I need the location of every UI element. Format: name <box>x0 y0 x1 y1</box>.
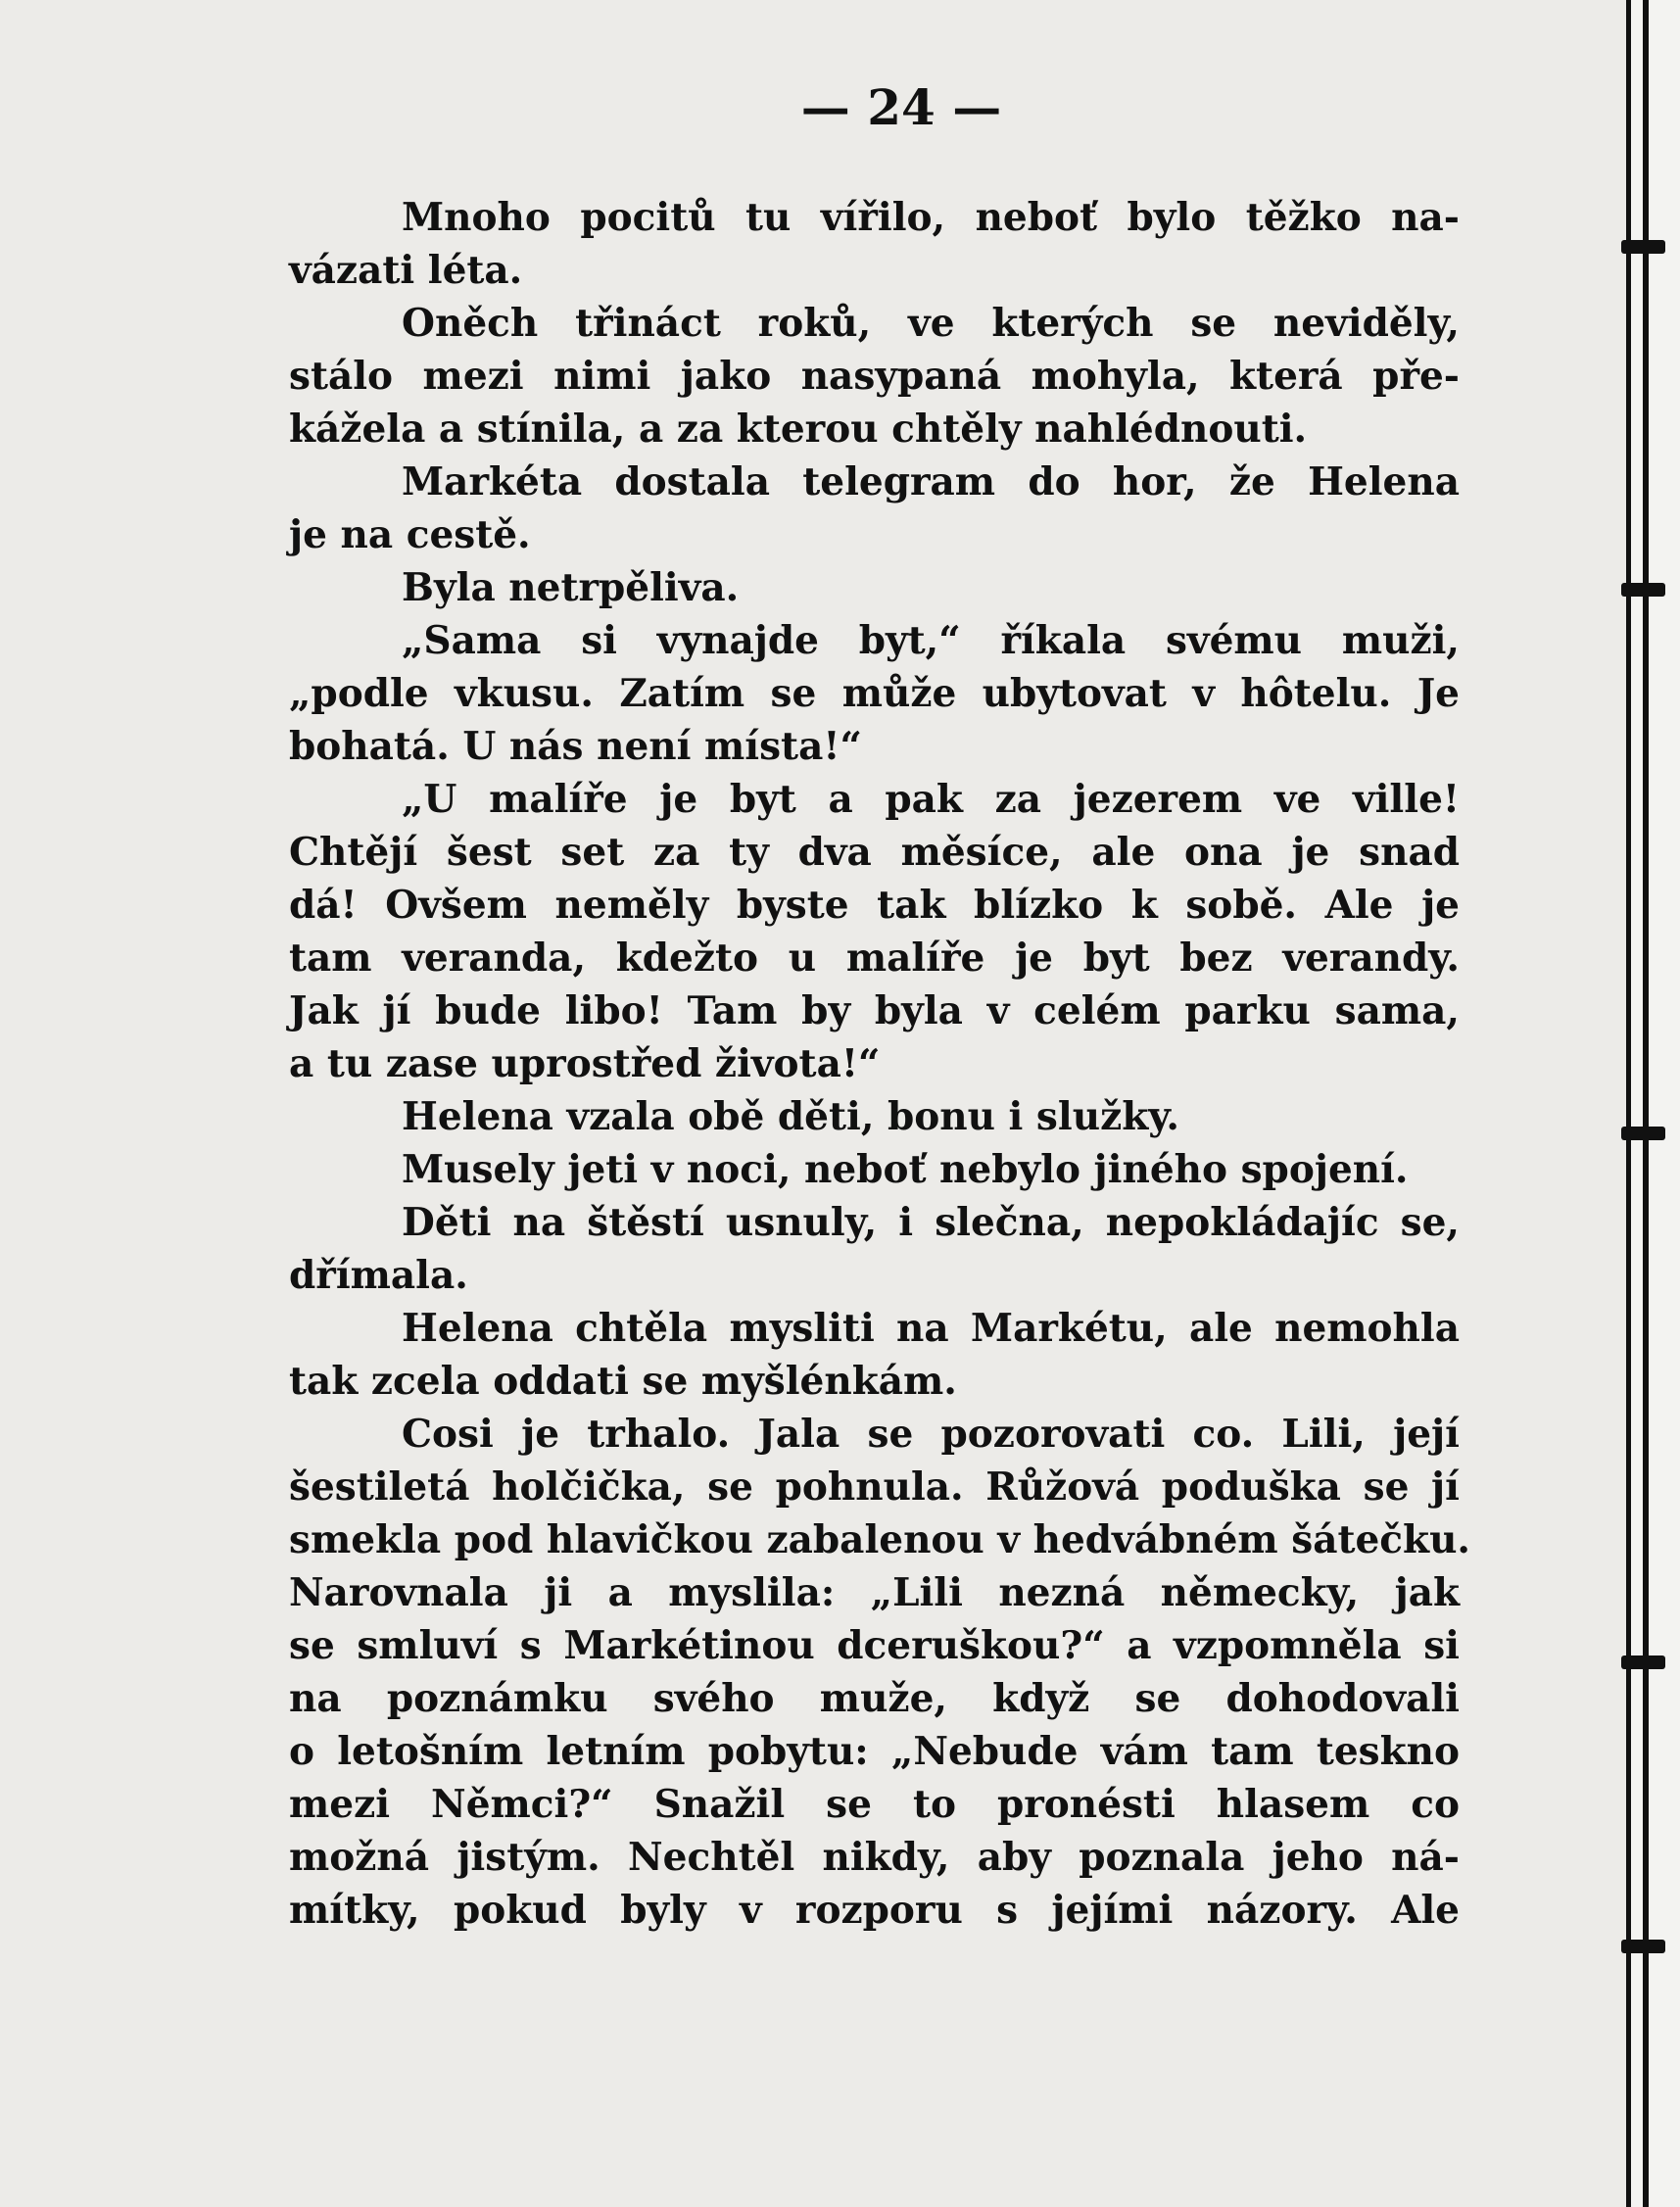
page-number: — 24 — <box>800 78 1002 136</box>
text-line: o letošním letním pobytu: „Nebude vám tam teskno <box>289 1729 1460 1774</box>
text-line: a tu zase uprostřed života!“ <box>289 1041 881 1086</box>
text-line: vázati léta. <box>289 248 523 293</box>
book-spine <box>1626 0 1680 2207</box>
text-line: Mnoho pocitů tu vířilo, neboť bylo těžko na- <box>402 195 1460 240</box>
binding-stitch <box>1621 1940 1665 1953</box>
text-line: mítky, pokud byly v rozporu s jejími názory. Ale <box>289 1888 1460 1933</box>
text-line: na poznámku svého muže, když se dohodovali <box>289 1676 1460 1721</box>
text-line: šestiletá holčička, se pohnula. Růžová poduška se jí <box>289 1464 1460 1510</box>
spine-binding-line <box>1643 0 1649 2207</box>
text-line: Byla netrpěliva. <box>402 565 740 610</box>
text-line: tak zcela oddati se myšlénkám. <box>289 1359 957 1404</box>
text-line: „Sama si vynajde byt,“ říkala svému muži, <box>402 618 1460 663</box>
text-line: Jak jí bude libo! Tam by byla v celém parku sama, <box>289 988 1460 1033</box>
text-line: stálo mezi nimi jako nasypaná mohyla, která pře- <box>289 354 1460 399</box>
text-line: Chtějí šest set za ty dva měsíce, ale ona je snad <box>289 830 1460 875</box>
text-line: Helena chtěla mysliti na Markétu, ale nemohla <box>402 1306 1460 1351</box>
text-line: bohatá. U nás není místa!“ <box>289 724 862 769</box>
text-line: kážela a stínila, a za kterou chtěly nahlédnouti. <box>289 407 1308 452</box>
text-line: se smluví s Markétinou dceruškou?“ a vzpomněla si <box>289 1623 1460 1668</box>
text-line: smekla pod hlavičkou zabalenou v hedvábném šátečku. <box>289 1517 1471 1562</box>
binding-stitch <box>1621 583 1665 597</box>
text-line: Oněch třináct roků, ve kterých se neviděly, <box>402 301 1460 346</box>
text-line: Cosi je trhalo. Jala se pozorovati co. Lili, její <box>402 1412 1460 1457</box>
text-line: Narovnala ji a myslila: „Lili nezná německy, jak <box>289 1570 1460 1615</box>
text-line: „podle vkusu. Zatím se může ubytovat v hôtelu. Je <box>289 671 1460 716</box>
text-line: „U malíře je byt a pak za jezerem ve ville! <box>402 777 1460 822</box>
binding-stitch <box>1621 240 1665 254</box>
binding-stitch <box>1621 1655 1665 1669</box>
binding-stitch <box>1621 1127 1665 1140</box>
text-line: dá! Ovšem neměly byste tak blízko k sobě. Ale je <box>289 883 1460 928</box>
text-line: Děti na štěstí usnuly, i slečna, nepokládajíc se, <box>402 1200 1460 1245</box>
text-line: možná jistým. Nechtěl nikdy, aby poznala jeho ná- <box>289 1835 1460 1880</box>
text-line: Helena vzala obě děti, bonu i služky. <box>402 1094 1179 1139</box>
text-line: mezi Němci?“ Snažil se to pronésti hlasem co <box>289 1782 1460 1827</box>
body-text <box>289 191 1471 1937</box>
text-line: je na cestě. <box>289 512 531 557</box>
text-line: Markéta dostala telegram do hor, že Helena <box>402 459 1460 504</box>
text-line: Musely jeti v noci, neboť nebylo jiného spojení. <box>402 1147 1409 1192</box>
text-line: dřímala. <box>289 1253 468 1298</box>
text-line: tam veranda, kdežto u malíře je byt bez verandy. <box>289 936 1460 981</box>
